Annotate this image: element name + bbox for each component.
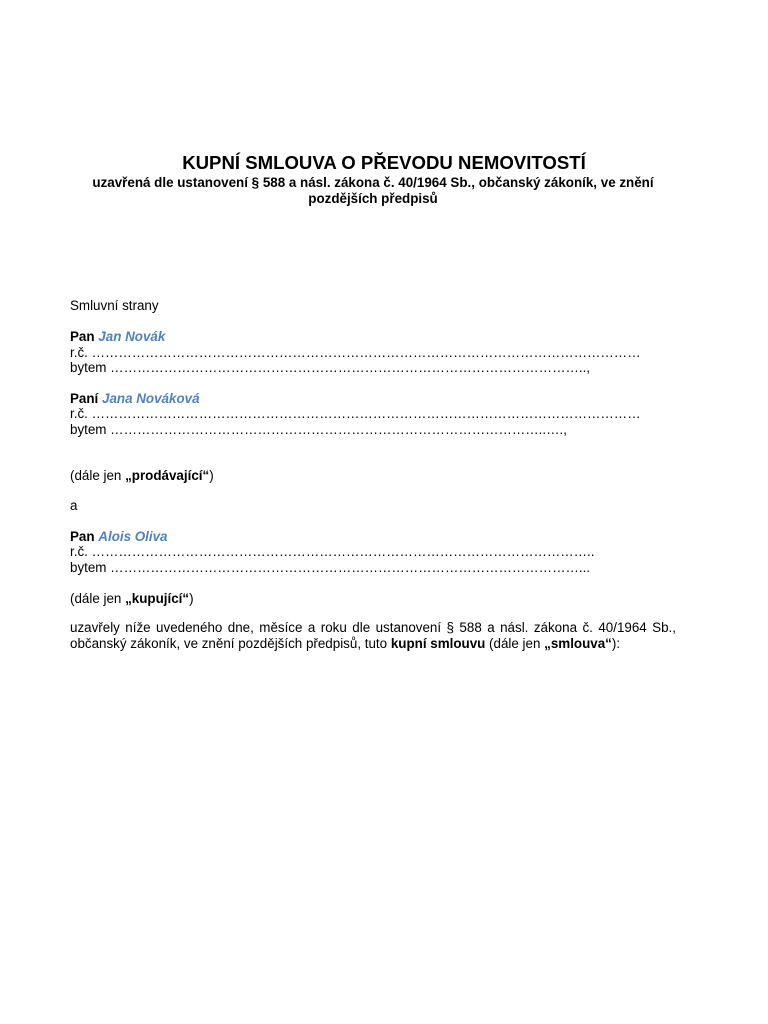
intro-short-term: „smlouva“ [544, 636, 612, 651]
contract-subtitle: uzavřená dle ustanovení § 588 a násl. zákona č. 40/1964 Sb., občanský zákoník, ve znění pozdějších předpisů [92, 175, 654, 206]
parties-heading: Smluvní strany [70, 298, 159, 313]
buyer-name: Alois Oliva [98, 529, 168, 544]
intro-paragraph [70, 620, 676, 652]
seller2-bytem: bytem ……………………………………………………………………………………..…., [70, 422, 567, 437]
seller2-name: Jana Nováková [102, 391, 200, 406]
contract-title: KUPNÍ SMLOUVA O PŘEVODU NEMOVITOSTÍ [182, 152, 586, 173]
seller1-rc: r.č. …………………………………………………………………………………………………………… [70, 345, 641, 360]
seller1-header [70, 329, 676, 344]
parties-conjunction: a [70, 498, 78, 513]
buyer-prefix: Pan [70, 529, 95, 544]
buyer-definition [70, 591, 676, 606]
buyer-definition-term: „kupující“ [125, 591, 190, 606]
seller2-prefix: Paní [70, 391, 99, 406]
seller2-rc: r.č. …………………………………………………………………………………………………………… [70, 406, 641, 421]
seller1-prefix: Pan [70, 329, 95, 344]
sellers-definition [70, 468, 676, 483]
sellers-definition-close: ) [209, 468, 214, 483]
sellers-definition-term: „prodávající“ [125, 468, 210, 483]
intro-text-after: ): [611, 636, 621, 651]
intro-text-middle: (dále jen [485, 636, 545, 651]
buyer-definition-close: ) [189, 591, 194, 606]
intro-text-before: uzavřely níže uvedeného dne, měsíce a roku dle ustanovení § 588 a násl. zákona č. 40/1964 Sb., občanský zákoník, ve znění pozdějších předpisů, tuto [70, 620, 676, 651]
buyer-definition-open: (dále jen [70, 591, 126, 606]
seller1-name: Jan Novák [98, 329, 166, 344]
sellers-definition-open: (dále jen [70, 468, 126, 483]
seller2-header [70, 391, 676, 406]
buyer-bytem: bytem ……………………………………………………………………………………………... [70, 560, 591, 575]
buyer-rc: r.č. ………………………………………………………………………………………………….. [70, 544, 595, 559]
seller1-bytem: bytem …………………………………………………………………………………………….., [70, 360, 591, 375]
buyer-header [70, 529, 676, 544]
intro-contract-term: kupní smlouvu [390, 636, 486, 651]
